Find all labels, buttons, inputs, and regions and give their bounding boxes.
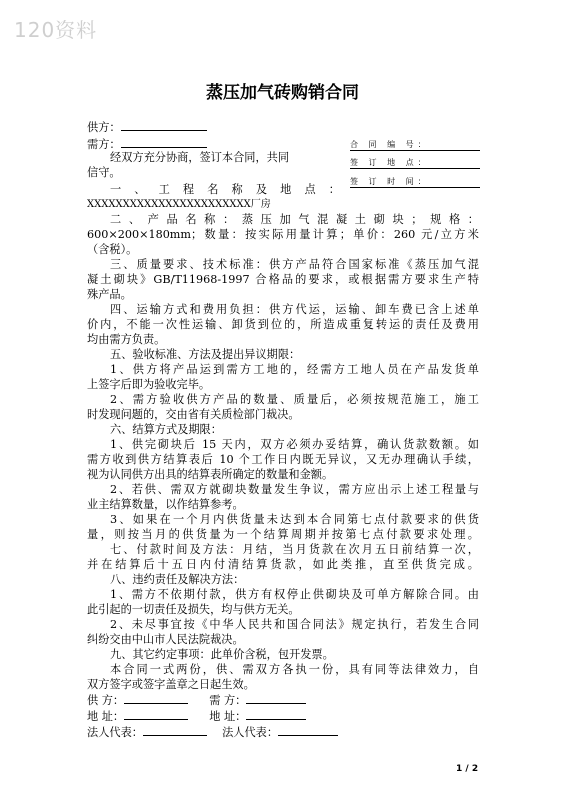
para-line: 2、需方验收供方产品的数量、质量后，必须按规范施工，施工 [110, 393, 479, 406]
sign-time-field: 签 订 时 间： [350, 177, 480, 188]
para-line: 需方收到供方结算表后 10 个工作日内既无异议，又无办理确认手续， [87, 453, 479, 466]
para-line: 二、产品名称：蒸压加气混凝土砌块；规格： [110, 213, 479, 226]
para-line: 七、付款时间及方法：月结，当月货款在次月五日前结算一次， [110, 543, 479, 556]
para-line: 时发现问题的，交由省有关质检部门裁决。 [87, 408, 300, 421]
watermark-logo: 120资料 [14, 18, 98, 42]
signature-row-2 [87, 708, 479, 724]
document-title: 蒸压加气砖购销合同 [206, 83, 359, 103]
para-line: 此引起的一切责任及损失，均与供方无关。 [87, 603, 300, 616]
footer-legal1-label: 法人代表： [87, 726, 143, 739]
para-line: 价内，不能一次性运输、卸货到位的，所造成重复转运的责任及费用 [87, 318, 479, 331]
para-line: 九、其它约定事项：此单价含税，包开发票。 [110, 648, 334, 661]
footer-supplier-label: 供 方： [87, 694, 125, 707]
para-line: 2、若供、需双方就砌块数量发生争议，需方应出示上述工程量与 [110, 483, 479, 496]
para-line: 1、供完砌块后 15 天内，双方必须办妥结算，确认货款数额。如 [110, 438, 479, 451]
para-line: 凝土砌块》GB/T11968-1997 合格品的要求，或根据需方要求生产特 [87, 273, 479, 286]
para-line: 殊产品。 [87, 288, 132, 301]
para-line: XXXXXXXXXXXXXXXXXXXXXXX厂房 [87, 199, 271, 210]
footer-addr1-label: 地 址： [87, 710, 125, 723]
para-line: 上签字后即为验收完毕。 [87, 378, 211, 391]
para-line: 业主结算数量，以作结算参考。 [87, 498, 244, 511]
supplier-line: 供方： [87, 119, 479, 135]
para-line: 600×200×180mm；数量：按实际用量计算；单价：260 元/立方米 [87, 228, 479, 241]
footer-legal2-label: 法人代表： [222, 726, 279, 739]
footer-addr2-label: 地 址： [209, 710, 247, 723]
para-line: 信守。 [87, 166, 121, 179]
signature-row-3 [87, 724, 479, 740]
para-line: （含税）。 [87, 243, 138, 256]
para-line: 3、如果在一个月内供货量未达到本合同第七点付款要求的供货 [110, 513, 479, 526]
para-line: 本合同一式两份，供、需双方各执一份，具有同等法律效力，自 [110, 663, 479, 676]
para-line: 四、运输方式和费用负担：供方代运，运输、卸车费已含上述单 [110, 303, 479, 316]
para-line: 均由需方负责。 [87, 333, 166, 346]
footer-buyer-label: 需 方： [209, 694, 247, 707]
para-line: 八、违约责任及解决方法： [110, 573, 245, 586]
para-line: 双方签字或签字盖章之日起生效。 [87, 678, 255, 691]
para-line: 视为认同供方出具的结算表所确定的数量和金额。 [87, 468, 334, 481]
para-line: 2、未尽事宜按《中华人民共和国合同法》规定执行，若发生合同 [110, 618, 479, 631]
para-line: 一、工程名称及地点： [110, 183, 340, 196]
para-line: 五、验收标准、方法及提出异议期限： [110, 348, 301, 361]
contract-no-field: 合 同 编 号： [350, 140, 480, 151]
para-line: 三、质量要求、技术标准：供方产品符合国家标准《蒸压加气混 [110, 258, 479, 271]
para-line: 量，则按当月的供货量为一个结算周期并按第七点付款要求处理。 [87, 528, 479, 541]
signature-row-1 [87, 692, 479, 708]
para-line: 并在结算后十五日内付清结算货款，如此类推，直至供货完成。 [87, 558, 479, 571]
sign-place-field: 签 订 地 点： [350, 158, 480, 169]
para-line: 1、供方将产品运到需方工地的，经需方工地人员在产品发货单 [110, 363, 479, 376]
para-line: 六、结算方式及期限： [110, 423, 222, 436]
para-line: 1、需方不依期付款，供方有权停止供砌块及可单方解除合同。由 [110, 588, 479, 601]
buyer-line: 需方： [87, 136, 479, 152]
page-number: 1 / 2 [456, 764, 479, 774]
para-line: 纠纷交由中山市人民法院裁决。 [87, 633, 244, 646]
para-line: 经双方充分协商，签订本合同，共同 [110, 151, 290, 164]
